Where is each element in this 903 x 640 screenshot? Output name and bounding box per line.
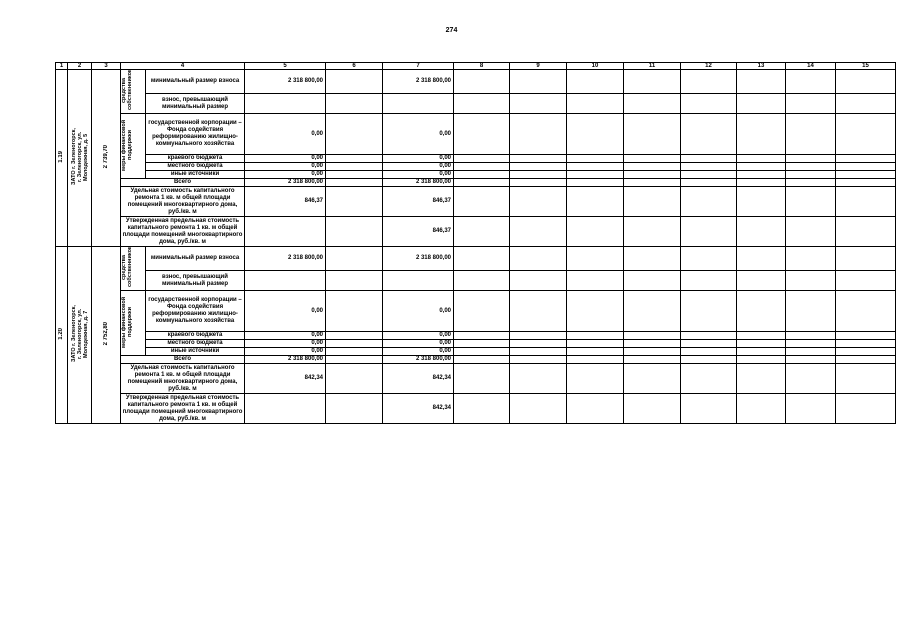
min-contribution-label: минимальный размер взноса [146, 70, 245, 94]
empty-cell [737, 291, 786, 332]
empty-cell [245, 217, 326, 247]
empty-cell [681, 155, 737, 163]
value-col5: 842,34 [245, 364, 326, 394]
empty-cell [836, 356, 896, 364]
empty-cell [132, 70, 146, 114]
empty-cell [624, 163, 681, 171]
building-area: 2 752,80 [92, 247, 121, 424]
empty-cell [510, 247, 567, 271]
empty-cell [786, 163, 836, 171]
excess-contribution-label: взнос, превышающий минимальный размер [146, 94, 245, 114]
empty-cell [836, 340, 896, 348]
empty-cell [786, 187, 836, 217]
empty-cell [326, 271, 383, 291]
empty-cell [624, 94, 681, 114]
building-address: ЗАТО г. Зеленогорск, г. Зеленогорск, ул. Молодежная, д. 7 [68, 247, 92, 424]
empty-cell [737, 340, 786, 348]
empty-cell [737, 394, 786, 424]
empty-cell [681, 217, 737, 247]
empty-cell [737, 94, 786, 114]
empty-cell [786, 114, 836, 155]
empty-cell [786, 394, 836, 424]
empty-cell [454, 217, 510, 247]
empty-cell [681, 348, 737, 356]
total-label: Всего [121, 179, 245, 187]
page-number: 274 [445, 27, 458, 34]
empty-cell [454, 271, 510, 291]
empty-cell [567, 332, 624, 340]
empty-cell [454, 356, 510, 364]
row-fund [56, 291, 896, 332]
empty-cell [836, 155, 896, 163]
empty-cell [326, 155, 383, 163]
row-excess-contribution [56, 94, 896, 114]
empty-cell [624, 271, 681, 291]
empty-cell [836, 217, 896, 247]
empty-cell [326, 356, 383, 364]
value-col5: 0,00 [245, 340, 326, 348]
value-col5: 846,37 [245, 187, 326, 217]
empty-cell [624, 394, 681, 424]
empty-cell [326, 70, 383, 94]
header-cell: 13 [737, 63, 786, 70]
value-col7: 0,00 [383, 332, 454, 340]
row-number: 1.19 [56, 70, 68, 247]
value-col5: 2 318 800,00 [245, 179, 326, 187]
empty-cell [567, 340, 624, 348]
empty-cell [326, 114, 383, 155]
min-contribution-label: минимальный размер взноса [146, 247, 245, 271]
empty-cell [510, 155, 567, 163]
value-col7: 842,34 [383, 364, 454, 394]
header-cell: 11 [624, 63, 681, 70]
local-label: местного бюджета [146, 163, 245, 171]
empty-cell [567, 356, 624, 364]
empty-cell [737, 187, 786, 217]
empty-cell [454, 187, 510, 217]
empty-cell [737, 271, 786, 291]
row-min-contribution [56, 247, 896, 271]
empty-cell [454, 364, 510, 394]
empty-cell [681, 114, 737, 155]
empty-cell [132, 247, 146, 291]
header-cell: 8 [454, 63, 510, 70]
empty-cell [454, 332, 510, 340]
empty-cell [510, 94, 567, 114]
empty-cell [786, 332, 836, 340]
empty-cell [326, 348, 383, 356]
empty-cell [836, 332, 896, 340]
empty-cell [836, 291, 896, 332]
empty-cell [326, 163, 383, 171]
total-label: Всего [121, 356, 245, 364]
empty-cell [737, 332, 786, 340]
empty-cell [326, 217, 383, 247]
empty-cell [567, 187, 624, 217]
empty-cell [737, 348, 786, 356]
empty-cell [681, 187, 737, 217]
empty-cell [510, 291, 567, 332]
empty-cell [681, 291, 737, 332]
empty-cell [454, 163, 510, 171]
unit-cost-label: Удельная стоимость капитального ремонта 1 кв. м общей площади помещений многоквартирного дома, руб./кв. м [121, 364, 245, 394]
empty-cell [454, 291, 510, 332]
empty-cell [454, 394, 510, 424]
row-number: 1.20 [56, 247, 68, 424]
value-col5: 0,00 [245, 155, 326, 163]
empty-cell [454, 94, 510, 114]
empty-cell [681, 247, 737, 271]
excess-contribution-label: взнос, превышающий минимальный размер [146, 271, 245, 291]
value-col5: 0,00 [245, 163, 326, 171]
empty-cell [737, 155, 786, 163]
row-regional [56, 332, 896, 340]
empty-cell [737, 217, 786, 247]
empty-cell [326, 247, 383, 271]
empty-cell [836, 70, 896, 94]
empty-cell [836, 271, 896, 291]
approved-limit-label: Утвержденная предельная стоимость капитального ремонта 1 кв. м общей площади помещений многоквартирного дома, руб./кв. м [121, 217, 245, 247]
empty-cell [326, 187, 383, 217]
empty-cell [454, 114, 510, 155]
value-col5: 2 318 800,00 [245, 70, 326, 94]
empty-cell [454, 348, 510, 356]
fund-label: государственной корпорации – Фонда содействия реформированию жилищно-коммунального хозяйства [146, 291, 245, 332]
empty-cell [326, 364, 383, 394]
empty-cell [624, 348, 681, 356]
empty-cell [567, 171, 624, 179]
empty-cell [567, 70, 624, 94]
empty-cell [624, 364, 681, 394]
empty-cell [624, 187, 681, 217]
empty-cell [454, 171, 510, 179]
value-col7: 846,37 [383, 217, 454, 247]
empty-cell [567, 348, 624, 356]
value-col7: 2 318 800,00 [383, 247, 454, 271]
empty-cell [836, 348, 896, 356]
row-approved-limit [56, 217, 896, 247]
empty-cell [510, 163, 567, 171]
empty-cell [326, 94, 383, 114]
row-local [56, 163, 896, 171]
empty-cell [836, 247, 896, 271]
empty-cell [786, 348, 836, 356]
empty-cell [624, 247, 681, 271]
own-funds-label: средства собственников [121, 70, 132, 114]
empty-cell [245, 394, 326, 424]
value-col7: 2 318 800,00 [383, 356, 454, 364]
value-col5: 0,00 [245, 114, 326, 155]
own-funds-label: средства собственников [121, 247, 132, 291]
empty-cell [786, 364, 836, 394]
empty-cell [454, 155, 510, 163]
regional-label: краевого бюджета [146, 332, 245, 340]
empty-cell [624, 340, 681, 348]
empty-cell [681, 171, 737, 179]
empty-cell [326, 291, 383, 332]
empty-cell [326, 332, 383, 340]
empty-cell [681, 163, 737, 171]
empty-cell [681, 70, 737, 94]
value-col5: 0,00 [245, 291, 326, 332]
empty-cell [786, 247, 836, 271]
empty-cell [681, 94, 737, 114]
row-total [56, 179, 896, 187]
empty-cell [786, 340, 836, 348]
empty-cell [737, 356, 786, 364]
empty-cell [786, 179, 836, 187]
empty-cell [836, 171, 896, 179]
value-col7: 2 318 800,00 [383, 179, 454, 187]
header-cell: 7 [383, 63, 454, 70]
row-fund [56, 114, 896, 155]
row-unit-cost [56, 364, 896, 394]
regional-label: краевого бюджета [146, 155, 245, 163]
empty-cell [245, 271, 326, 291]
empty-cell [454, 179, 510, 187]
header-cell: 9 [510, 63, 567, 70]
value-col5: 0,00 [245, 171, 326, 179]
empty-cell [510, 171, 567, 179]
value-col7: 0,00 [383, 291, 454, 332]
value-col7: 842,34 [383, 394, 454, 424]
row-excess-contribution [56, 271, 896, 291]
header-cell: 5 [245, 63, 326, 70]
unit-cost-label: Удельная стоимость капитального ремонта 1 кв. м общей площади помещений многоквартирного дома, руб./кв. м [121, 187, 245, 217]
empty-cell [510, 356, 567, 364]
empty-cell [836, 187, 896, 217]
empty-cell [567, 114, 624, 155]
value-col5: 2 318 800,00 [245, 356, 326, 364]
empty-cell [454, 70, 510, 94]
row-other [56, 348, 896, 356]
empty-cell [681, 340, 737, 348]
empty-cell [836, 94, 896, 114]
row-min-contribution [56, 70, 896, 94]
header-cell: 2 [68, 63, 92, 70]
empty-cell [510, 271, 567, 291]
empty-cell [567, 291, 624, 332]
support-label: меры финансовой поддержки [121, 114, 132, 179]
empty-cell [567, 271, 624, 291]
empty-cell [786, 171, 836, 179]
empty-cell [326, 171, 383, 179]
empty-cell [510, 394, 567, 424]
empty-cell [624, 356, 681, 364]
empty-cell [326, 179, 383, 187]
empty-cell [510, 187, 567, 217]
empty-cell [737, 247, 786, 271]
empty-cell [786, 217, 836, 247]
empty-cell [510, 332, 567, 340]
empty-cell [836, 394, 896, 424]
empty-cell [681, 364, 737, 394]
value-col5: 2 318 800,00 [245, 247, 326, 271]
empty-cell [567, 163, 624, 171]
empty-cell [383, 94, 454, 114]
empty-cell [510, 70, 567, 94]
support-label: меры финансовой поддержки [121, 291, 132, 356]
value-col7: 0,00 [383, 171, 454, 179]
empty-cell [567, 364, 624, 394]
value-col7: 846,37 [383, 187, 454, 217]
empty-cell [567, 94, 624, 114]
empty-cell [786, 291, 836, 332]
header-cell: 14 [786, 63, 836, 70]
empty-cell [383, 271, 454, 291]
header-cell: 10 [567, 63, 624, 70]
header-row [56, 63, 896, 70]
empty-cell [786, 271, 836, 291]
empty-cell [737, 364, 786, 394]
empty-cell [624, 70, 681, 94]
empty-cell [836, 179, 896, 187]
header-cell: 1 [56, 63, 68, 70]
empty-cell [510, 114, 567, 155]
row-unit-cost [56, 187, 896, 217]
empty-cell [245, 94, 326, 114]
empty-cell [510, 340, 567, 348]
empty-cell [681, 179, 737, 187]
empty-cell [567, 247, 624, 271]
empty-cell [326, 394, 383, 424]
empty-cell [510, 364, 567, 394]
value-col7: 0,00 [383, 155, 454, 163]
empty-cell [567, 217, 624, 247]
row-total [56, 356, 896, 364]
empty-cell [624, 217, 681, 247]
building-address: ЗАТО г. Зеленогорск, г. Зеленогорск, ул. Молодежная, д. 5 [68, 70, 92, 247]
empty-cell [786, 155, 836, 163]
empty-cell [681, 332, 737, 340]
empty-cell [510, 217, 567, 247]
row-other [56, 171, 896, 179]
row-regional [56, 155, 896, 163]
value-col5: 0,00 [245, 332, 326, 340]
empty-cell [836, 163, 896, 171]
other-label: иные источники [146, 171, 245, 179]
empty-cell [326, 340, 383, 348]
empty-cell [737, 179, 786, 187]
empty-cell [681, 356, 737, 364]
empty-cell [737, 114, 786, 155]
header-cell: 4 [121, 63, 245, 70]
empty-cell [624, 155, 681, 163]
building-area: 2 739,70 [92, 70, 121, 247]
empty-cell [737, 163, 786, 171]
empty-cell [132, 291, 146, 356]
row-local [56, 340, 896, 348]
empty-cell [567, 155, 624, 163]
header-cell: 12 [681, 63, 737, 70]
fund-label: государственной корпорации – Фонда содействия реформированию жилищно-коммунального хозяйства [146, 114, 245, 155]
empty-cell [510, 348, 567, 356]
header-cell: 3 [92, 63, 121, 70]
value-col5: 0,00 [245, 348, 326, 356]
empty-cell [624, 179, 681, 187]
empty-cell [624, 114, 681, 155]
empty-cell [454, 340, 510, 348]
value-col7: 0,00 [383, 340, 454, 348]
capital-repair-table [55, 62, 896, 424]
value-col7: 0,00 [383, 163, 454, 171]
empty-cell [624, 291, 681, 332]
empty-cell [510, 179, 567, 187]
empty-cell [681, 394, 737, 424]
empty-cell [132, 114, 146, 179]
empty-cell [567, 394, 624, 424]
local-label: местного бюджета [146, 340, 245, 348]
empty-cell [836, 114, 896, 155]
empty-cell [786, 356, 836, 364]
empty-cell [681, 271, 737, 291]
other-label: иные источники [146, 348, 245, 356]
value-col7: 0,00 [383, 114, 454, 155]
empty-cell [786, 70, 836, 94]
empty-cell [737, 70, 786, 94]
empty-cell [836, 364, 896, 394]
empty-cell [737, 171, 786, 179]
approved-limit-label: Утвержденная предельная стоимость капитального ремонта 1 кв. м общей площади помещений многоквартирного дома, руб./кв. м [121, 394, 245, 424]
empty-cell [786, 94, 836, 114]
header-cell: 15 [836, 63, 896, 70]
value-col7: 0,00 [383, 348, 454, 356]
empty-cell [624, 332, 681, 340]
header-cell: 6 [326, 63, 383, 70]
empty-cell [624, 171, 681, 179]
empty-cell [567, 179, 624, 187]
row-approved-limit [56, 394, 896, 424]
empty-cell [454, 247, 510, 271]
value-col7: 2 318 800,00 [383, 70, 454, 94]
